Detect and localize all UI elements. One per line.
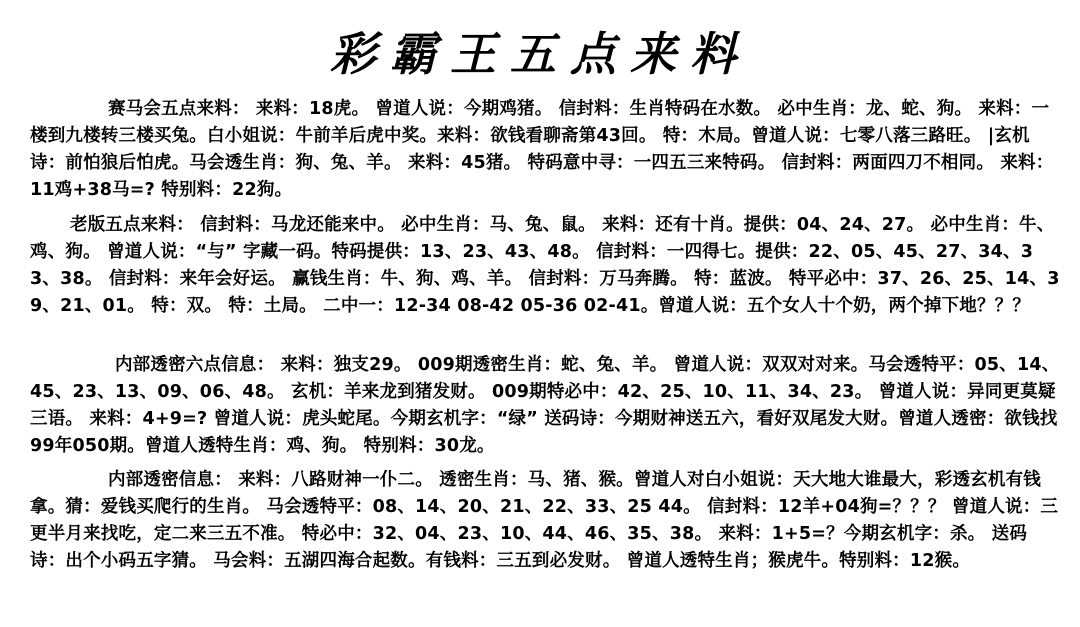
page-title: 彩霸王五点来料: [330, 27, 750, 81]
paragraph-laoban: 老版五点来料： 信封料：马龙还能来中。 必中生肖：马、兔、鼠。 来料：还有十肖。提供：04、24、27。 必中生肖：牛、鸡、狗。 曾道人说：“与” 字藏一码。特码提供：13、23、43、48。 信封料：一四得七。提供：22、05、45、27、34、33、38。 信封料：来年会好运。 赢钱生肖：牛、狗、鸡、羊。 信封料：万马奔腾。 特：蓝波。 特平必中：37、26、25、14、39、21、01。 特：双。 特：土局。 二中一：12-34 08-42 05-36 02-41。曾道人说：五个女人十个奶，两个掉下地？？？: [30, 215, 1060, 316]
paragraph-saimahui: 赛马会五点来料： 来料：18虎。 曾道人说：今期鸡猪。 信封料：生肖特码在水数。 必中生肖：龙、蛇、狗。 来料：一楼到九楼转三楼买兔。白小姐说：牛前羊后虎中奖。来料：欲钱看聊斋第43回。 特：木局。曾道人说：七零八落三路旺。 |玄机诗：前怕狼后怕虎。马会透生肖：狗、兔、羊。 来料：45猪。 特码意中寻：一四五三来特码。 信封料：两面四刀不相同。 来料：11鸡+38马=? 特别料：22狗。: [30, 99, 1054, 200]
paragraph-neibu-liudian: 内部透密六点信息： 来料：独支29。 009期透密生肖：蛇、兔、羊。 曾道人说：双双对对来。马会透特平：05、14、45、23、13、09、06、48。 玄机：羊来龙到猪发财。 009期特必中：42、25、10、11、34、23。 曾道人说：异同更莫疑三语。 来料：4+9=? 曾道人说：虎头蛇尾。今期玄机字：“绿” 送码诗：今期财神送五六，看好双尾发大财。曾道人透密：欲钱找99年050期。曾道人透特生肖：鸡、狗。 特别料：30龙。: [30, 355, 1060, 456]
paragraph-neibu-xinxi: 内部透密信息： 来料：八路财神一仆二。 透密生肖：马、猪、猴。曾道人对白小姐说：天大地大谁最大，彩透玄机有钱拿。猜：爱钱买爬行的生肖。 马会透特平：08、14、20、21、22、33、25 44。 信封料：12羊+04狗=？？？ 曾道人说：三更半月来找吃，定二来三五不准。 特必中：32、04、23、10、44、46、35、38。 来料：1+5=？今期玄机字：杀。 送码诗：出个小码五字猜。 马会料：五湖四海合起数。有钱料：三五到必发财。 曾道人透特生肖；猴虎牛。特别料：12猴。: [30, 470, 1059, 571]
